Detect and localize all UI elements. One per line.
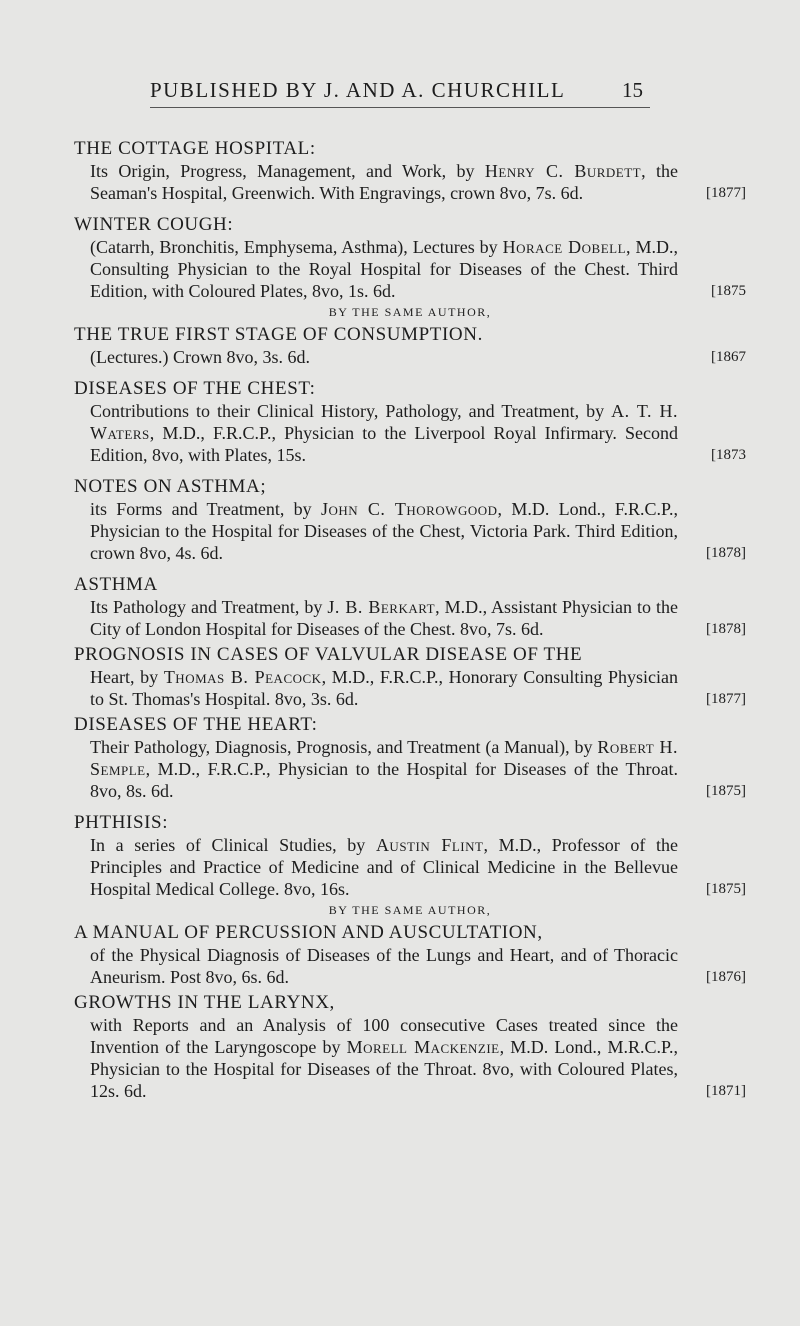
running-head: PUBLISHED BY J. AND A. CHURCHILL [150,78,566,102]
entry-description: with Reports and an Analysis of 100 consecutive Cases treated since the Invention of the Laryngoscope by Morell Mackenzie, M.D. Lond., M.R.C.P., Physician to the Hospital for Diseases of the Throat. 8vo, with Coloured Plates, 12s. 6d. [1871] [90,1015,746,1101]
entry-year: [1876] [706,969,746,985]
entry-year: [1878] [706,621,746,637]
entry-description: (Catarrh, Bronchitis, Emphysema, Asthma), Lectures by Horace Dobell, M.D., Consulting Physician to the Royal Hospital for Diseases of the Chest. Third Edition, with Coloured Plates, 8vo, 1s. 6d. [1875 [90,237,746,301]
catalogue-entry [74,476,746,564]
entry-author: Morell Mackenzie [346,1037,500,1057]
entry-title: DISEASES OF THE CHEST: [74,378,316,399]
catalogue-entry [74,138,746,204]
catalogue-entries [74,138,746,1102]
entry-year: [1871] [706,1083,746,1099]
catalogue-entry [74,214,746,302]
catalogue-entry [74,922,746,988]
entry-author: John C. Thorowgood [320,499,498,519]
catalogue-entry [74,644,746,710]
header-rule [150,107,650,108]
entry-title: DISEASES OF THE HEART: [74,714,318,735]
entry-year: [1877] [706,185,746,201]
catalogue-entry [74,324,746,368]
same-author-note: BY THE SAME AUTHOR, [328,305,492,319]
entry-year: [1875] [706,881,746,897]
entry-year: [1867 [711,349,746,365]
entry-year: [1878] [706,545,746,561]
entry-author: Thomas B. Peacock [163,667,322,687]
entry-title: ASTHMA [74,574,158,595]
entry-author: Henry C. Burdett [484,161,642,181]
entry-description: its Forms and Treatment, by John C. Thorowgood, M.D. Lond., F.R.C.P., Physician to the Hospital for Diseases of the Chest, Victoria Park. Third Edition, crown 8vo, 4s. 6d. [1878] [90,499,746,563]
entry-description: Its Pathology and Treatment, by J. B. Berkart, M.D., Assistant Physician to the City of London Hospital for Diseases of the Chest. 8vo, 7s. 6d. [1878] [90,597,746,639]
entry-description: Their Pathology, Diagnosis, Prognosis, and Treatment (a Manual), by Robert H. Semple, M.D., F.R.C.P., Physician to the Hospital for Diseases of the Throat. 8vo, 8s. 6d. [1875] [90,737,746,801]
entry-year: [1875] [706,783,746,799]
catalogue-entry [74,714,746,802]
entry-description: In a series of Clinical Studies, by Austin Flint, M.D., Professor of the Principles and Practice of Medicine and of Clinical Medicine in the Bellevue Hospital Medical College. 8vo, 16s. [1875] [90,835,746,899]
catalogue-entry [74,574,746,640]
entry-author: J. B. Berkart [327,597,436,617]
entry-year: [1875 [711,283,746,299]
catalogue-entry [74,992,746,1102]
entry-description: of the Physical Diagnosis of Diseases of the Lungs and Heart, and of Thoracic Aneurism. Post 8vo, 6s. 6d. [1876] [90,945,746,987]
entry-description: Its Origin, Progress, Management, and Work, by Henry C. Burdett, the Seaman's Hospital, Greenwich. With Engravings, crown 8vo, 7s. 6d. [1877] [90,161,746,203]
entry-title: WINTER COUGH: [74,214,234,235]
entry-description: Heart, by Thomas B. Peacock, M.D., F.R.C.P., Honorary Consulting Physician to St. Thomas's Hospital. 8vo, 3s. 6d. [1877] [90,667,746,709]
same-author-note: BY THE SAME AUTHOR, [328,903,492,917]
entry-author: Austin Flint [375,835,484,855]
catalogue-entry [74,812,746,900]
entry-author: A. T. H. Waters [90,401,678,443]
entry-title: PROGNOSIS IN CASES OF VALVULAR DISEASE OF THE [74,644,583,665]
entry-description: Contributions to their Clinical History, Pathology, and Treatment, by A. T. H. Waters, M.D., F.R.C.P., Physician to the Liverpool Royal Infirmary. Second Edition, 8vo, with Plates, 15s. [1873 [90,401,746,465]
entry-year: [1873 [711,447,746,463]
entry-title: NOTES ON ASTHMA; [74,476,267,497]
entry-title: A MANUAL OF PERCUSSION AND AUSCULTATION, [74,922,543,943]
catalogue-entry [74,378,746,466]
entry-description: (Lectures.) Crown 8vo, 3s. 6d. [1867 [90,347,746,367]
entry-title: PHTHISIS: [74,812,169,833]
entry-author: Robert H. Semple [90,737,679,779]
entry-title: THE COTTAGE HOSPITAL: [74,138,316,159]
entry-year: [1877] [706,691,746,707]
entry-title: GROWTHS IN THE LARYNX, [74,992,335,1013]
entry-author: Horace Dobell [502,237,627,257]
entry-title: THE TRUE FIRST STAGE OF CONSUMPTION. [74,324,483,345]
page-number: 15 [622,78,643,102]
